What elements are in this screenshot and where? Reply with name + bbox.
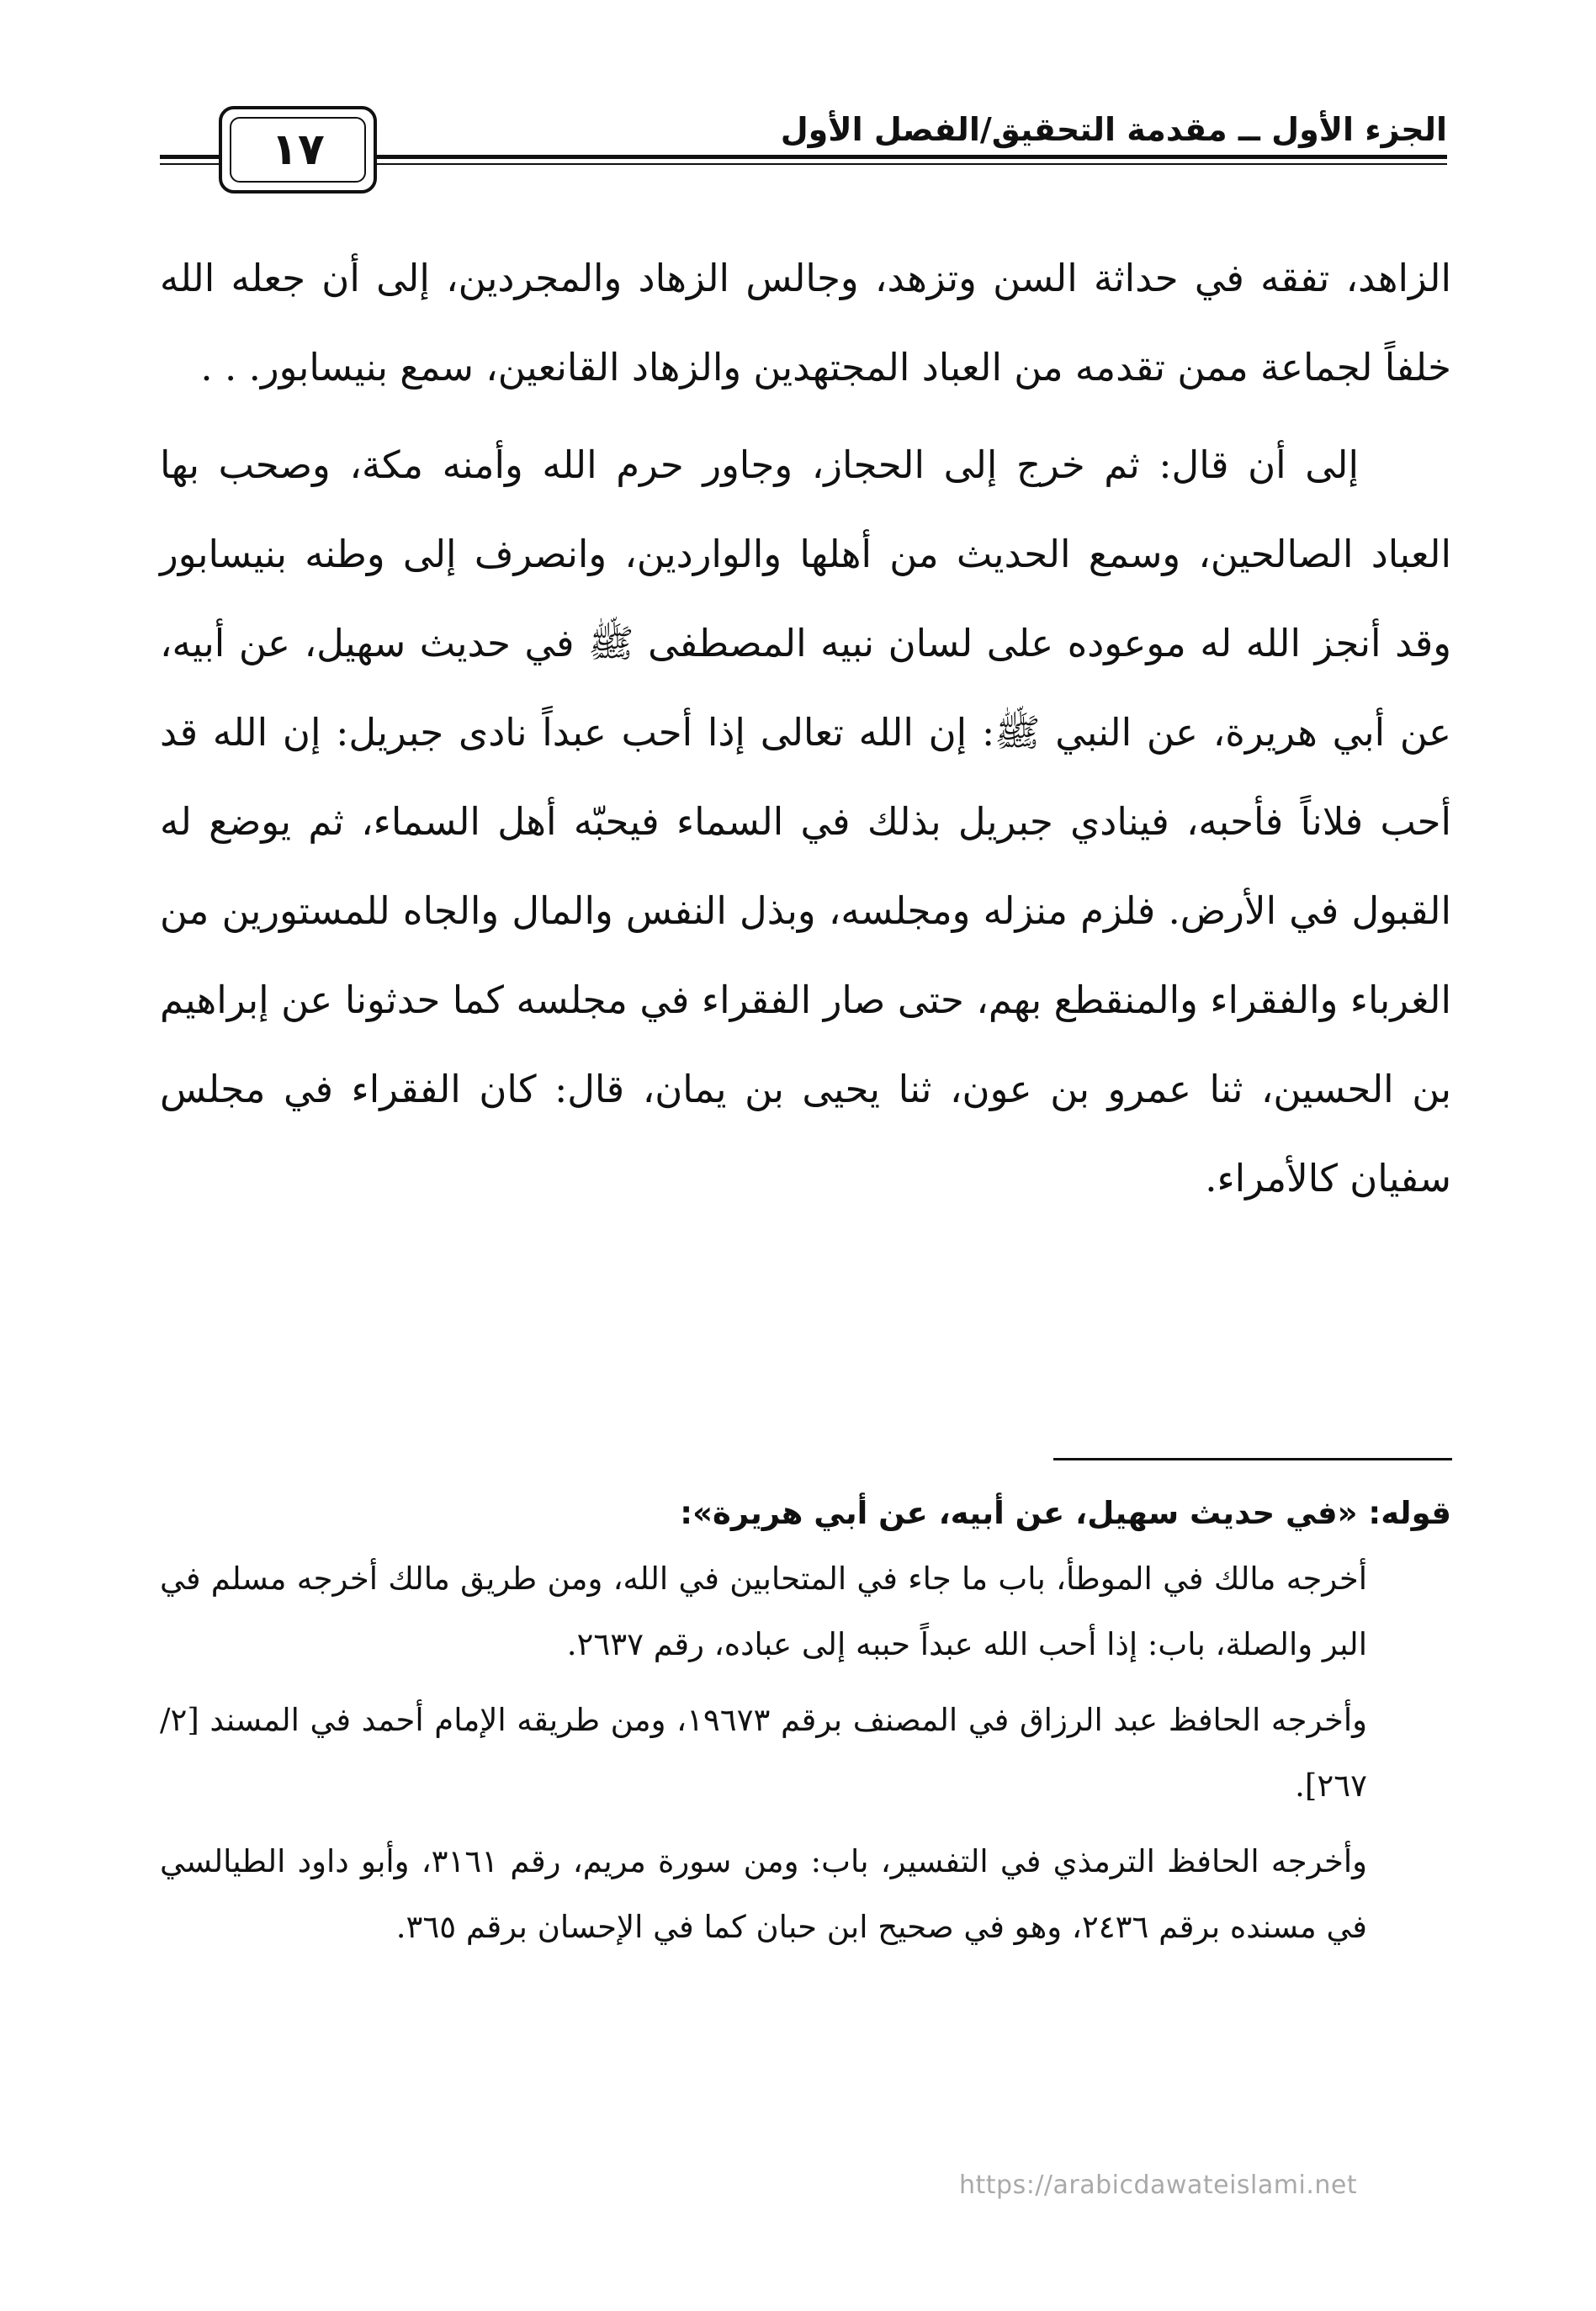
watermark-url: https://arabicdawateislami.net — [959, 2171, 1358, 2200]
page-number-frame — [219, 106, 377, 193]
footnote-paragraph: وأخرجه الحافظ الترمذي في التفسير، باب: ومن سورة مريم، رقم ٣١٦١، وأبو داود الطيالسي في مسنده برقم ٢٤٣٦، وهو في صحيح ابن حبان كما في الإحسان برقم ٣٦٥. — [160, 1843, 1368, 1945]
footnote-paragraph: أخرجه مالك في الموطأ، باب ما جاء في المتحابين في الله، ومن طريق مالك أخرجه مسلم في البر والصلة، باب: إذا أحب الله عبداً حببه إلى عباده، رقم ٢٦٣٧. — [160, 1561, 1367, 1662]
footnote-separator — [1053, 1458, 1452, 1460]
page-header — [160, 99, 1447, 183]
footnote-heading: قوله: «في حديث سهيل، عن أبيه، عن أبي هريرة»: — [680, 1495, 1451, 1531]
main-text — [160, 234, 1451, 1223]
running-header-title: الجزء الأول ــ مقدمة التحقيق/الفصل الأول — [780, 111, 1447, 148]
body-paragraph: الزاهد، تفقه في حداثة السن وتزهد، وجالس الزهاد والمجردين، إلى أن جعله الله خلفاً لجماعة ممن تقدمه من العباد المجتهدين والزهاد القانعين، سمع بنيسابور. . . — [160, 256, 1451, 390]
footnotes — [160, 1481, 1451, 1960]
footnote-paragraph: وأخرجه الحافظ عبد الرزاق في المصنف برقم ١٩٦٧٣، ومن طريقه الإمام أحمد في المسند [٢/ ٢٦٧]. — [160, 1702, 1367, 1804]
body-paragraph: إلى أن قال: ثم خرج إلى الحجاز، وجاور حرم الله وأمنه مكة، وصحب بها العباد الصالحين، وسمع الحديث من أهلها والواردين، وانصرف إلى وطنه بنيسابور وقد أنجز الله له موعوده على لسان نبيه المصطفى ﷺ في حديث سهيل، عن أبيه، عن أبي هريرة، عن النبي ﷺ: إن الله تعالى إذا أحب عبداً نادى جبريل: إن الله قد أحب فلاناً فأحبه، فينادي جبريل بذلك في السماء فيحبّه أهل السماء، ثم يوضع له القبول في الأرض. فلزم منزله ومجلسه، وبذل النفس والمال والجاه للمستورين من الغرباء والفقراء والمنقطع بهم، حتى صار الفقراء في مجلسه كما حدثونا عن إبراهيم بن الحسين، ثنا عمرو بن عون، ثنا يحيى بن يمان، قال: كان الفقراء في مجلس سفيان كالأمراء. — [160, 443, 1451, 1201]
page-number: ١٧ — [230, 117, 366, 183]
